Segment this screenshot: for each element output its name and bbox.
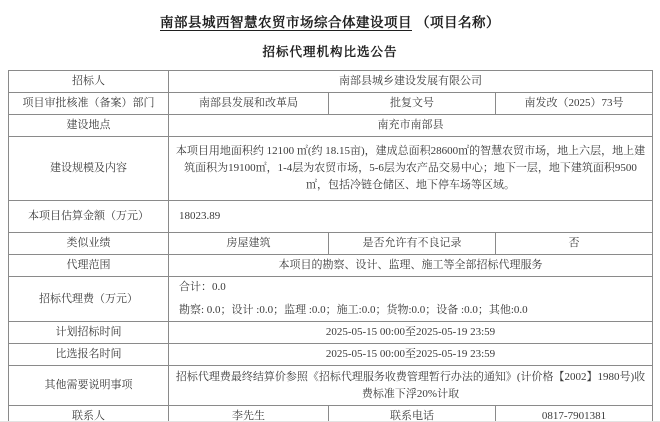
bidder-label: 招标人 <box>9 71 169 93</box>
row-agency-scope <box>9 255 653 277</box>
row-performance <box>9 233 653 255</box>
performance-label: 类似业绩 <box>9 233 169 255</box>
scale-text: 本项目用地面积约 12100 ㎡(约 18.15亩)，建成总面积28600㎡的智慧农贸市场，地上六层，地上建筑面积为19100㎡，1-4层为农贸市场，5-6层为农产品交易中心；地下一层，地下建筑面积9500㎡，包括冷链仓储区、地下停车场等区域。 <box>175 145 646 192</box>
row-contact <box>9 406 653 422</box>
other-notes-label: 其他需要说明事项 <box>9 366 169 406</box>
contact-value: 李先生 <box>169 406 329 422</box>
approval-doc-value: 南发改（2025）73号 <box>496 93 653 115</box>
scale-value <box>169 137 653 201</box>
approval-doc-label: 批复文号 <box>329 93 496 115</box>
title-line <box>8 11 652 31</box>
approval-dept-label: 项目审批核准（备案）部门 <box>9 93 169 115</box>
bad-record-value: 否 <box>496 233 653 255</box>
agency-fee-total: 合计：0.0 <box>179 281 226 294</box>
agency-fee-label: 招标代理费（万元） <box>9 277 169 322</box>
approval-dept-value: 南部县发展和改革局 <box>169 93 329 115</box>
page-title: 南部县城西智慧农贸市场综合体建设项目 <box>160 15 412 30</box>
row-signup-time <box>9 344 653 366</box>
estimate-value: 18023.89 <box>169 201 653 233</box>
contact-label: 联系人 <box>9 406 169 422</box>
row-bidder <box>9 71 653 93</box>
announcement-table <box>8 70 653 422</box>
row-scale <box>9 137 653 201</box>
page-title-suffix: （项目名称） <box>416 15 500 30</box>
estimate-label: 本项目估算金额（万元） <box>9 201 169 233</box>
agency-scope-label: 代理范围 <box>9 255 169 277</box>
performance-value: 房屋建筑 <box>169 233 329 255</box>
signup-time-value: 2025-05-15 00:00至2025-05-19 23:59 <box>169 344 653 366</box>
agency-fee-detail: 勘察: 0.0；设计 :0.0；监理 :0.0；施工:0.0；货物:0.0；设备 :0.0；其他:0.0 <box>179 304 528 317</box>
signup-time-label: 比选报名时间 <box>9 344 169 366</box>
row-agency-fee <box>9 277 653 322</box>
row-plan-time <box>9 322 653 344</box>
location-value: 南充市南部县 <box>169 115 653 137</box>
scale-label: 建设规模及内容 <box>9 137 169 201</box>
contact-phone-value: 0817-7901381 <box>496 406 653 422</box>
row-approval <box>9 93 653 115</box>
bad-record-label: 是否允许有不良记录 <box>329 233 496 255</box>
other-notes-value: 招标代理费最终结算价参照《招标代理服务收费管理暂行办法的通知》(计价格【2002】1980号)收费标准下浮20%计取 <box>169 366 653 406</box>
row-other-notes <box>9 366 653 406</box>
plan-time-label: 计划招标时间 <box>9 322 169 344</box>
row-estimate <box>9 201 653 233</box>
page-subtitle: 招标代理机构比选公告 <box>262 45 398 59</box>
plan-time-value: 2025-05-15 00:00至2025-05-19 23:59 <box>169 322 653 344</box>
contact-phone-label: 联系电话 <box>329 406 496 422</box>
agency-fee-value <box>169 277 653 322</box>
location-label: 建设地点 <box>9 115 169 137</box>
agency-scope-value: 本项目的勘察、设计、监理、施工等全部招标代理服务 <box>169 255 653 277</box>
bidder-value: 南部县城乡建设发展有限公司 <box>169 71 653 93</box>
row-location <box>9 115 653 137</box>
